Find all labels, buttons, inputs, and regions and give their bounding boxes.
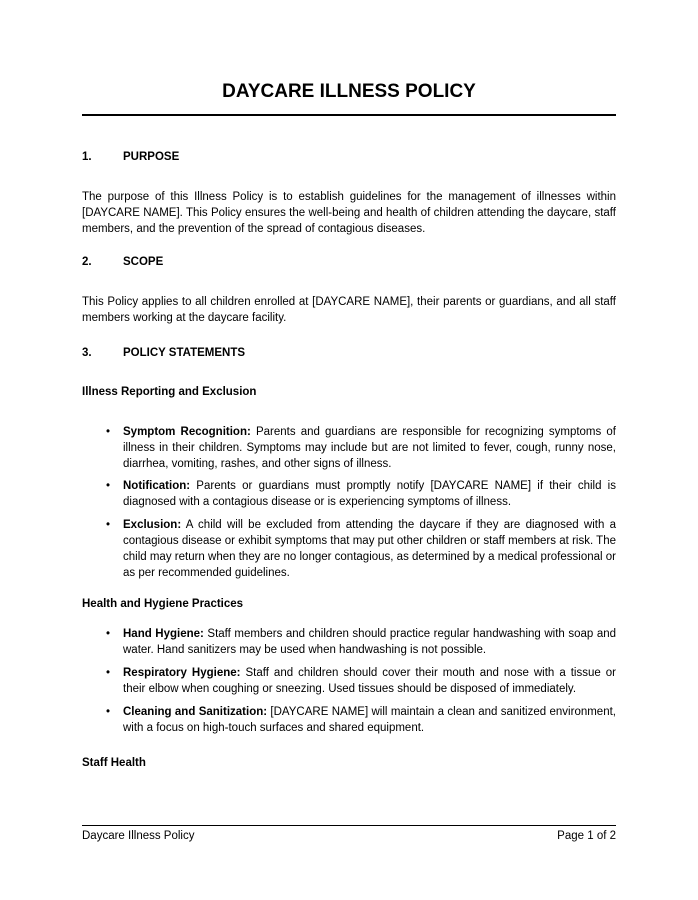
footer-page-number: Page 1 of 2 (557, 830, 616, 842)
section-title: POLICY STATEMENTS (123, 347, 246, 359)
section-number: 1. (82, 151, 92, 163)
subheading-staff-health: Staff Health (82, 757, 146, 769)
bullet-label: Cleaning and Sanitization: (123, 706, 268, 718)
section-heading-purpose (82, 151, 179, 163)
section-number: 3. (82, 347, 92, 359)
bullet-text: Parents and guardians are responsible for recognizing symptoms of illness in their children. Symptoms may include but are not limited to fever, cough, runny nose, diarrhea, vomiting, rashes, and other signs of illness. (123, 426, 616, 470)
subheading-health-hygiene: Health and Hygiene Practices (82, 598, 244, 610)
title-divider (82, 114, 616, 116)
bullet-icon: • (105, 426, 111, 438)
footer-divider (82, 825, 616, 826)
bullet-label: Notification: (123, 480, 191, 492)
bullet-text: Parents or guardians must promptly notify [DAYCARE NAME] if their child is diagnosed with a contagious disease or is experiencing symptoms of illness. (123, 480, 616, 508)
list-item (82, 626, 616, 658)
bullet-icon: • (105, 667, 111, 679)
section-number: 2. (82, 256, 92, 268)
bullet-label: Respiratory Hygiene: (123, 667, 241, 679)
bullet-text: A child will be excluded from attending the daycare if they are diagnosed with a contagious disease or exhibit symptoms that may put other children or staff members at risk. The child may return when they are no longer contagious, as determined by a medical professional or as per recommended guidelines. (123, 519, 616, 579)
scope-paragraph: This Policy applies to all children enrolled at [DAYCARE NAME], their parents or guardians, and all staff members working at the daycare facility. (82, 296, 616, 324)
bullet-label: Hand Hygiene: (123, 628, 204, 640)
list-item (82, 665, 616, 697)
section-title: PURPOSE (123, 151, 180, 163)
list-item (82, 478, 616, 510)
bullet-text: Staff members and children should practice regular handwashing with soap and water. Hand sanitizers may be used when handwashing is not possible. (123, 628, 617, 656)
bullet-text: Staff and children should cover their mouth and nose with a tissue or their elbow when coughing or sneezing. Used tissues should be disposed of immediately. (123, 667, 616, 695)
section-title: SCOPE (123, 256, 164, 268)
bullet-text: [DAYCARE NAME] will maintain a clean and sanitized environment, with a focus on high-touch surfaces and shared equipment. (123, 706, 616, 734)
footer-document-name: Daycare Illness Policy (82, 830, 195, 842)
list-item (82, 704, 616, 736)
list-item (82, 517, 616, 581)
bullet-icon: • (105, 706, 111, 718)
section-heading-scope (82, 256, 163, 268)
section-heading-policy-statements (82, 347, 245, 359)
purpose-paragraph: The purpose of this Illness Policy is to establish guidelines for the management of illnesses within [DAYCARE NAME]. This Policy ensures the well-being and health of children attending the daycare, staff members, and the prevention of the spread of contagious diseases. (82, 191, 616, 235)
bullet-icon: • (105, 628, 111, 640)
bullet-icon: • (105, 519, 111, 531)
bullet-icon: • (105, 480, 111, 492)
list-item (82, 424, 616, 472)
document-title: DAYCARE ILLNESS POLICY (222, 81, 476, 102)
subheading-illness-reporting: Illness Reporting and Exclusion (82, 386, 257, 398)
bullet-label: Symptom Recognition: (123, 426, 251, 438)
bullet-label: Exclusion: (123, 519, 182, 531)
